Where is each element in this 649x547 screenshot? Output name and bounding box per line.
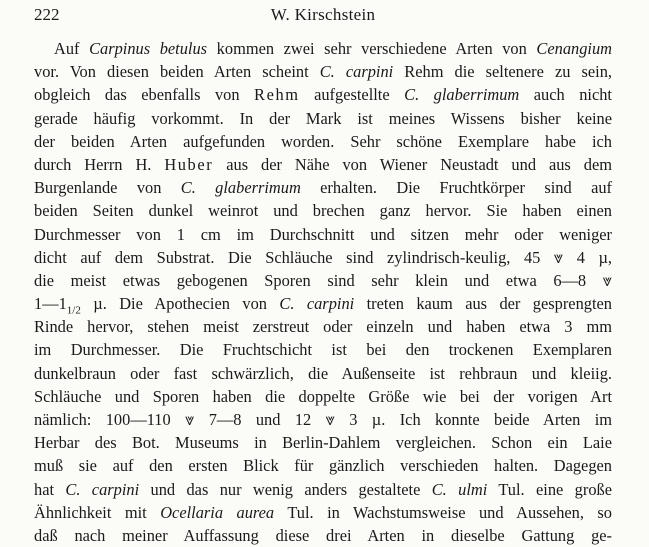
text-line: Auf Carpinus betulus kommen zwei sehr verschiedene Arten von Cenangium: [54, 39, 612, 58]
text-line: im Durchmesser. Die Fruchtschicht ist bei den trockenen Exemplaren: [34, 340, 612, 360]
text-line: Schläuche und Sporen haben die doppelte Größe wie bei der vorigen Art: [34, 386, 612, 406]
text-line: vor. Von diesen beiden Arten scheint C. carpini Rehm die seltenere zu sein,: [34, 62, 612, 82]
text-line: obgleich das ebenfalls von Rehm aufgestellte C. glaberrimum auch nicht: [34, 85, 612, 105]
text-line: durch Herrn H. Huber aus der Nähe von Wiener Neustadt und aus dem: [34, 154, 612, 174]
text-line: die meist etwas gebogenen Sporen sind sehr klein und etwa 6—8 ⩔: [34, 270, 612, 290]
text-line: $1—1_{1/2}$ µ. Die Apothecien von C. carpini treten kaum aus der gesprengten: [34, 294, 612, 316]
text-line: dunkelbraun oder fast schwärzlich, die Außenseite ist rehbraun und kleiig.: [34, 363, 612, 383]
page-number: 222: [34, 5, 60, 24]
text-line: Durchmesser von 1 cm im Durchschnitt und sitzen mehr oder weniger: [34, 224, 612, 244]
text-line: gerade häufig vorkommt. In der Mark ist meines Wissens bisher keine: [34, 108, 612, 128]
page-header: [34, 2, 612, 28]
text-line: dicht auf dem Substrat. Die Schläuche sind zylindrisch-keulig, 45 ⩔ 4 µ,: [34, 247, 612, 267]
text-line: nämlich: 100—110 ⩔ 7—8 und 12 ⩔ 3 µ. Ich konnte beide Arten im: [34, 410, 612, 429]
text-line: der beiden Arten aufgefunden worden. Sehr schöne Exemplare habe ich: [34, 131, 612, 151]
text-line: daß nach meiner Auffassung diese drei Arten in dieselbe Gattung ge-: [34, 525, 612, 545]
body-paragraph: [34, 37, 612, 547]
text-line: hat C. carpini und das nur wenig anders gestaltete C. ulmi Tul. eine große: [34, 479, 612, 499]
text-line: Burgenlande von C. glaberrimum erhalten. Die Fruchtkörper sind auf: [34, 178, 612, 198]
text-line: Ähnlichkeit mit Ocellaria aurea Tul. in Wachstumsweise und Aussehen, so: [34, 502, 612, 522]
text-line: muß sie auf den ersten Blick für gänzlich verschieden halten. Dagegen: [34, 456, 612, 476]
running-head: W. Kirschstein: [270, 5, 376, 24]
text-line: beiden Seiten dunkel weinrot und brechen ganz hervor. Sie haben einen: [34, 201, 612, 221]
text-line: Herbar des Bot. Museums in Berlin-Dahlem vergleichen. Schon ein Laie: [34, 433, 612, 453]
text-line: Rinde hervor, stehen meist zerstreut oder einzeln und haben etwa 3 mm: [34, 317, 612, 337]
